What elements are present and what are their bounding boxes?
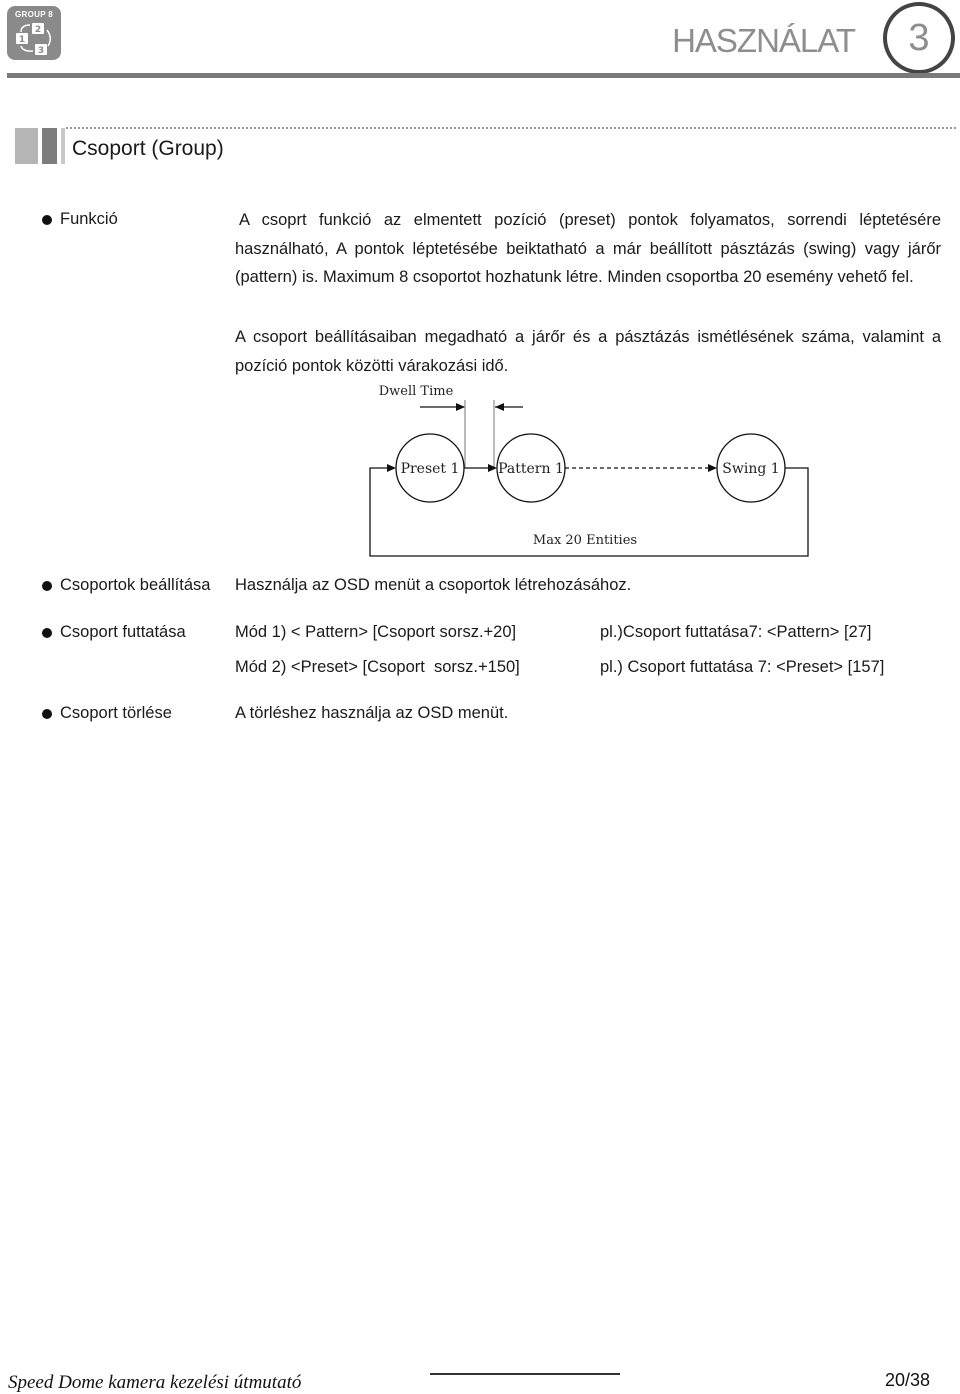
pattern-node-label: Pattern 1: [498, 461, 564, 477]
item-label-funkcio: Funkció: [60, 210, 118, 228]
svg-text:3: 3: [37, 46, 45, 56]
section-title: Csoport (Group): [72, 137, 224, 160]
section-marker-bar: [61, 128, 65, 164]
function-description: A csoprt funkció az elmentett pozíció (preset) pontok folyamatos, sorrendi léptetésére használható, A pontok léptetésébe beiktatható a már beállított pásztázás (swing) vagy járőr (pattern) is. Maximum 8 csoportot hozhatunk létre. Minden csoportba 20 esemény vehető fel.: [235, 211, 941, 286]
group-8-icon: [7, 6, 61, 60]
svg-text:2: 2: [34, 25, 42, 35]
footer-manual-title: Speed Dome kamera kezelési útmutató: [8, 1372, 302, 1393]
item-label-group-setup: Csoportok beállítása: [60, 576, 211, 594]
loop-arrowhead: [387, 464, 396, 472]
run-example-2: pl.) Csoport futtatása 7: <Preset> [157]: [600, 658, 885, 676]
group-sequence-diagram: [330, 378, 830, 568]
run-mode-2: Mód 2) <Preset> [Csoport sorsz.+150]: [235, 658, 520, 676]
swing-node-label: Swing 1: [722, 461, 780, 477]
chapter-number-badge: [883, 2, 955, 74]
page-number: 20/38: [885, 1370, 931, 1390]
bullet-icon: [42, 215, 52, 225]
loop-label: Max 20 Entities: [532, 533, 638, 548]
group-settings-description: A csoport beállításaiban megadható a járőr és a pásztázás ismétlésének száma, valamint a pozíció pontok közötti várakozási idő.: [235, 328, 941, 375]
item-label-group-delete: Csoport törlése: [60, 704, 172, 722]
dwell-time-label: Dwell Time: [378, 384, 454, 399]
bullet-icon: [42, 709, 52, 719]
dwell-arrowhead: [495, 403, 504, 411]
svg-text:1: 1: [18, 35, 26, 45]
bullet-icon: [42, 628, 52, 638]
connector-arrowhead: [488, 464, 497, 472]
group-delete-text: A törléshez használja az OSD menüt.: [235, 704, 509, 722]
preset-node-label: Preset 1: [400, 461, 460, 477]
chapter-number: 3: [887, 6, 951, 70]
run-mode-1: Mód 1) < Pattern> [Csoport sorsz.+20]: [235, 623, 517, 641]
item-label-group-run: Csoport futtatása: [60, 623, 186, 641]
connector-arrowhead: [708, 464, 717, 472]
group-badge-label: GROUP 8: [15, 10, 53, 19]
footer-rule: [430, 1373, 620, 1375]
section-divider: [66, 127, 956, 129]
bullet-icon: [42, 581, 52, 591]
section-marker-bar: [15, 128, 38, 164]
group-setup-text: Használja az OSD menüt a csoportok létrehozásához.: [235, 576, 632, 594]
run-example-1: pl.)Csoport futtatása7: <Pattern> [27]: [600, 623, 872, 641]
group-steps-glyph: [7, 6, 61, 60]
dwell-arrowhead: [456, 403, 465, 411]
header-rule: [7, 73, 960, 78]
chapter-title: HASZNÁLAT: [672, 22, 855, 59]
section-marker-bar: [42, 128, 57, 164]
